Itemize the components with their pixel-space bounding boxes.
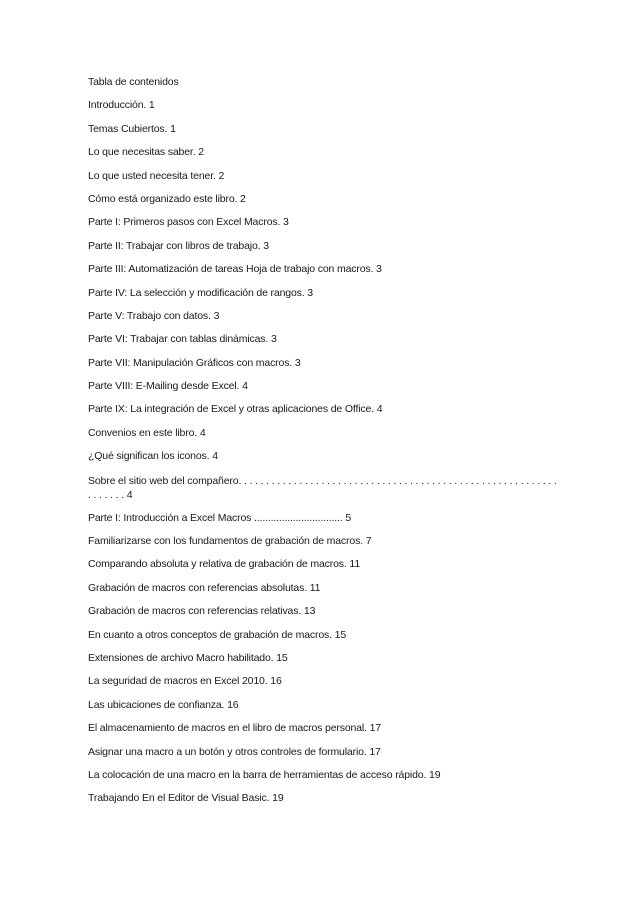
toc-entry: Grabación de macros con referencias relativas. 13 <box>88 605 316 618</box>
toc-entry: Grabación de macros con referencias absolutas. 11 <box>88 581 321 594</box>
toc-entry: Parte VII: Manipulación Gráficos con macros. 3 <box>88 356 301 369</box>
toc-entry: Parte IX: La integración de Excel y otras aplicaciones de Office. 4 <box>88 403 383 416</box>
toc-entry: Lo que usted necesita tener. 2 <box>88 169 225 182</box>
toc-entry: Convenios en este libro. 4 <box>88 426 206 439</box>
toc-entry: Parte III: Automatización de tareas Hoja de trabajo con macros. 3 <box>88 263 382 276</box>
toc-entry: Extensiones de archivo Macro habilitado. 15 <box>88 651 288 664</box>
toc-entry: Familiarizarse con los fundamentos de grabación de macros. 7 <box>88 535 372 548</box>
toc-entry: Cómo está organizado este libro. 2 <box>88 192 246 205</box>
toc-entry: Introducción. 1 <box>88 99 155 112</box>
toc-entry: Parte I: Introducción a Excel Macros ................................ 5 <box>88 511 352 524</box>
toc-entry: Parte II: Trabajar con libros de trabajo. 3 <box>88 239 269 252</box>
toc-entry: Temas Cubiertos. 1 <box>88 122 176 135</box>
toc-entry: La seguridad de macros en Excel 2010. 16 <box>88 675 282 688</box>
toc-entry: Parte VI: Trabajar con tablas dinámicas. 3 <box>88 333 277 346</box>
toc-entry: ¿Qué significan los iconos. 4 <box>88 450 218 463</box>
toc-entry: Sobre el sitio web del compañero. . . . . . . . . . . . . . . . . . . . . . . . . . . . . . . . . . . . . . . . . . . . . . . . . . . . . . . . . . . . . . . . . 4 <box>88 474 557 502</box>
toc-entry: En cuanto a otros conceptos de grabación de macros. 15 <box>88 628 347 641</box>
toc-entry: Parte IV: La selección y modificación de rangos. 3 <box>88 286 313 299</box>
toc-entry: Parte V: Trabajo con datos. 3 <box>88 309 220 322</box>
toc-entry: El almacenamiento de macros en el libro de macros personal. 17 <box>88 722 382 735</box>
toc-entry: Comparando absoluta y relativa de grabación de macros. 11 <box>88 558 361 571</box>
toc-entry: Parte I: Primeros pasos con Excel Macros. 3 <box>88 216 289 229</box>
toc-entry: La colocación de una macro en la barra de herramientas de acceso rápido. 19 <box>88 768 441 781</box>
toc-entry: Trabajando En el Editor de Visual Basic. 19 <box>88 792 284 805</box>
document-page <box>88 76 558 816</box>
toc-entry: Asignar una macro a un botón y otros controles de formulario. 17 <box>88 745 381 758</box>
toc-entry: Lo que necesitas saber. 2 <box>88 146 204 159</box>
toc-title: Tabla de contenidos <box>88 76 179 88</box>
toc-entry: Las ubicaciones de confianza. 16 <box>88 698 239 711</box>
toc-entry: Parte VIII: E-Mailing desde Excel. 4 <box>88 380 248 393</box>
